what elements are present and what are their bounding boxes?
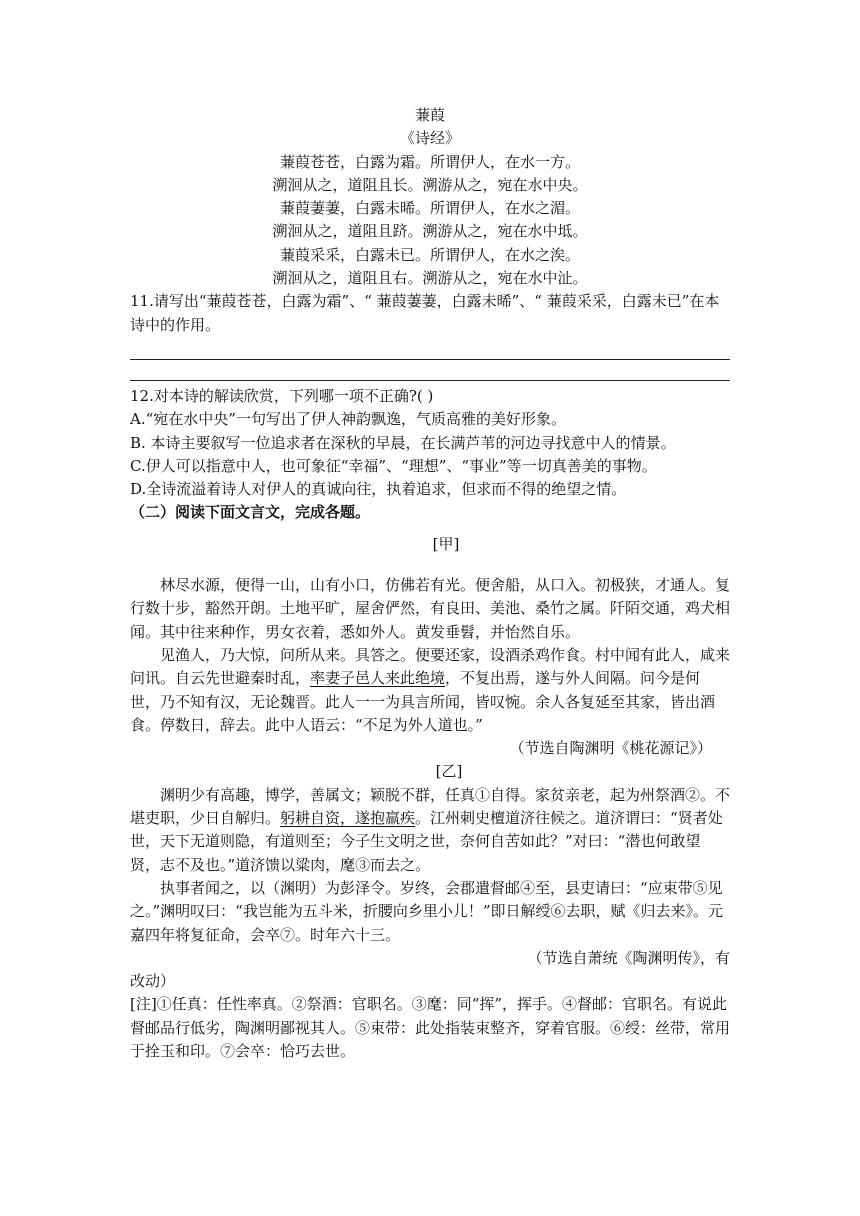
option-a: A.“宛在水中央”一句写出了伊人神韵飘逸，气质高雅的美好形象。 [130, 410, 566, 429]
answer-line[interactable] [130, 380, 730, 381]
section-heading: （二）阅读下面文言文，完成各题。 [130, 503, 371, 522]
option-c: C.伊人可以指意中人，也可象征“幸福”、“理想”、“事业”等一切真善美的事物。 [130, 456, 657, 475]
poem-source: 《诗经》 [399, 129, 460, 148]
text-segment: 渊明少有高趣，博学，善属文；颖脱不群，任真①自得。家贫亲老，起为州祭酒②。不堪吏职，少日自解归。 [130, 785, 731, 828]
passage-jia-paragraph [130, 644, 730, 737]
answer-line[interactable] [130, 359, 730, 360]
poem-line: 蒹葭苍苍，白露为霜。所谓伊人，在水一方。 [279, 152, 580, 171]
poem-title: 蒹葭 [414, 106, 445, 124]
annotation-notes: [注]①任真：任性率真。②祭酒：官职名。③麾：同“挥”，挥手。④督邮：官职名。有说此督邮品行低劣，陶渊明鄙视其人。⑤束带：此处指装束整齐，穿着官服。⑥绶：丝带，常用于拴玉和印。⑦会卒：恰巧去世。 [130, 995, 731, 1060]
passage-jia-label: [甲] [432, 534, 460, 553]
text-segment: 。江州刺史檀道济往候之。道济谓曰：“贤者处世，天下无道则隐，有道则至；今子生文明之世，奈何自苦如此？”对曰：“潜也何敢望贤，志不及也。”道济馈以粱肉，麾③而去之。 [130, 809, 723, 874]
document-page [130, 104, 730, 1063]
text-segment: 见渔人，乃大惊，问所从来。具答之。便要还家，设酒杀鸡作食。村中闻有此人，咸来问讯。自云先世避秦时乱， [130, 645, 731, 688]
passage-yi-paragraph [130, 784, 730, 877]
underlined-sentence: 率妻子邑人来此绝境 [310, 669, 446, 688]
passage-yi-label: [乙] [435, 762, 463, 781]
poem-line: 溯洄从之，道阻且长。溯游从之，宛在水中央。 [272, 175, 588, 194]
poem-line: 蒹葭萋萋，白露未晞。所谓伊人，在水之湄。 [279, 199, 580, 218]
question-12-stem: 12.对本诗的解读欣赏，下列哪一项不正确?( ) [130, 386, 434, 405]
poem-line: 溯洄从之，道阻且右。溯游从之，宛在水中沚。 [272, 269, 588, 288]
option-d: D.全诗流溢着诗人对伊人的真诚向往，执着追求，但求而不得的绝望之情。 [130, 480, 627, 499]
poem-line: 蒹葭采采，白露未已。所谓伊人，在水之涘。 [279, 245, 580, 264]
question-11: 11.请写出“蒹葭苍苍，白露为霜”、“ 蒹葭萋萋，白露未晞”、“ 蒹葭采采，白露未已”在本诗中的作用。 [130, 292, 720, 334]
underlined-sentence: 躬耕自资，遂抱羸疾 [280, 809, 416, 828]
poem-line: 溯洄从之，道阻且跻。溯游从之，宛在水中坻。 [272, 222, 588, 241]
passage-yi-paragraph: 执事者闻之，以（渊明）为彭泽令。岁终，会郡遣督邮④至，县吏请曰：“应束带⑤见之。”渊明叹曰：“我岂能为五斗米，折腰向乡里小儿！”即日解绶⑥去职，赋《归去来》。元嘉四年将复征命，会卒⑦。时年六十三。 [130, 878, 724, 944]
text-segment: ，不复出焉，遂与外人间隔。问今是何世，乃不知有汉，无论魏晋。此人一一为具言所闻，皆叹惋。余人各复延至其家，皆出酒食。停数日，辞去。此中人语云：“不足为外人道也。” [130, 669, 716, 734]
passage-jia-source: （节选自陶渊明《桃花源记》） [509, 739, 712, 758]
passage-jia-paragraph: 林尽水源，便得一山，山有小口，仿佛若有光。便舍船，从口入。初极狭，才通人。复行数十步，豁然开朗。土地平旷，屋舍俨然，有良田、美池、桑竹之属。阡陌交通，鸡犬相闻。其中往来种作，男女衣着，悉如外人。黄发垂髫，并怡然自乐。 [130, 576, 731, 641]
passage-yi-source-cont: 改动） [130, 972, 176, 991]
option-b: B. 本诗主要叙写一位追求者在深秋的早晨，在长满芦苇的河边寻找意中人的情景。 [130, 433, 676, 452]
passage-yi-source: （节选自萧统《陶渊明传》，有 [527, 948, 730, 967]
